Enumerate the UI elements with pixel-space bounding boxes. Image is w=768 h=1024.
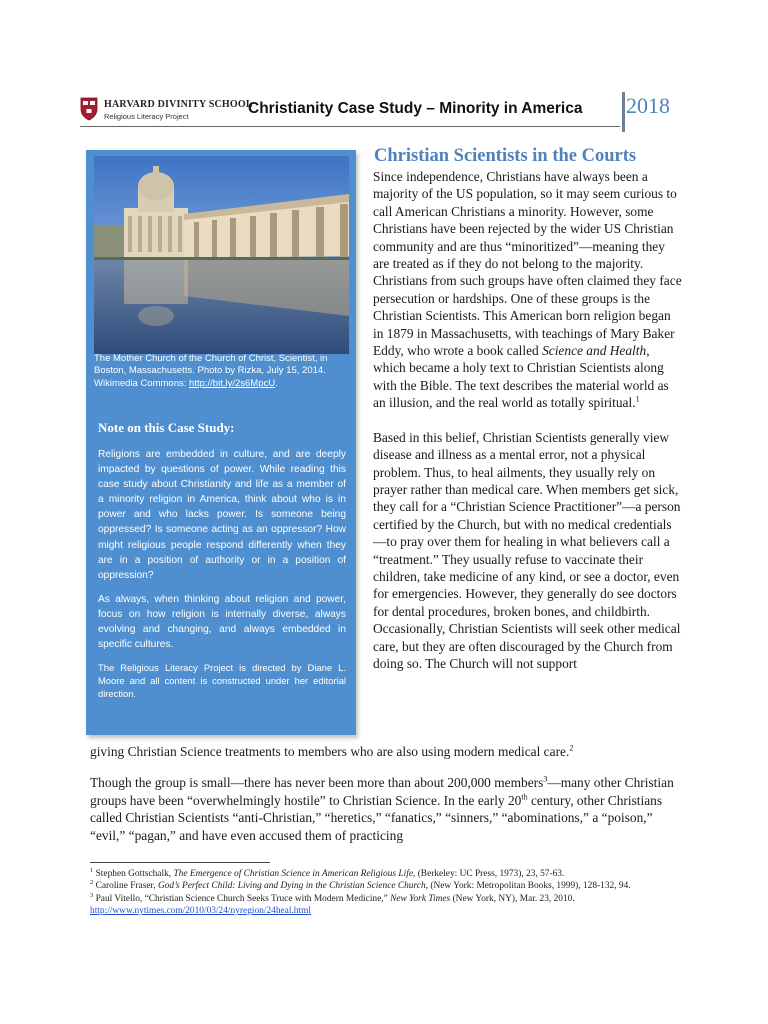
document-year: 2018 (626, 93, 670, 118)
footnote-ref-1: 1 (635, 394, 640, 404)
fn1-title: The Emergence of Christian Science in American Religious Life (173, 869, 413, 879)
p3-text-c: century, other Christians called Christian Scientists “anti-Christian,” “heretics,” “fanatics,” “sinners,” “abominations,” a “poison,” “evil,” “pagan,” and have even accused them of practicing (90, 792, 663, 843)
fn1-number: 1 (90, 866, 94, 874)
fn2-title: God’s Perfect Child: Living and Dying in the Christian Science Church (157, 881, 426, 892)
footnote-2 (90, 880, 690, 892)
fn3-details: (New York, NY), Mar. 23, 2010. (450, 893, 575, 904)
p3-ordinal: th (521, 792, 528, 802)
p3-text-a: Though the group is small—there has never been more than about 200,000 members (90, 775, 544, 791)
document-title: Christianity Case Study – Minority in America (248, 100, 583, 117)
p1-text-a: Since independence, Christians have always been a majority of the US population, so it may seem curious to call American Christians a minority. However, some Christians have been rejected by the wider US Christian community and are thus “minoritized”—meaning they are treated as if they do not belong to the majority. Christians from such groups have often claimed they face persecution or hardships. One of these groups is the Christian Scientists. This American born religion began in 1879 in Massachusetts, with teachings of Mary Baker Eddy, who wrote a book called (373, 169, 682, 359)
footnote-1 (90, 868, 690, 880)
fn1-details: , (Berkeley: UC Press, 1973), 23, 57-63. (413, 869, 565, 879)
school-name: HARVARD DIVINITY SCHOOL (104, 99, 253, 110)
article-column (373, 168, 683, 689)
note-paragraph: As always, when thinking about religion and power, focus on how religion is internally diverse, always evolving and changing, and always embedded in specific cultures. (98, 593, 346, 651)
article-wide (90, 743, 680, 858)
caption-link[interactable]: http://bit.ly/2s6MpcU (189, 377, 276, 389)
p3-text-b: —many other Christian groups have been “overwhelmingly hostile” to Christian Science. In the early 20 (90, 775, 674, 808)
fn2-author: Caroline Fraser, (93, 881, 158, 892)
church-illustration (94, 156, 349, 354)
footnote-3 (90, 893, 690, 918)
fn2-details: , (New York: Metropolitan Books, 1999), 128-132, 94. (425, 881, 631, 892)
fn3-author: Paul Vitello, “Christian Science Church Seeks Truce with Modern Medicine,” (93, 893, 391, 904)
sidebar-box (86, 150, 356, 735)
harvard-shield-icon (80, 97, 98, 121)
note-title: Note on this Case Study: (98, 420, 235, 435)
year-divider (622, 92, 625, 132)
fn3-link[interactable]: http://www.nytimes.com/2010/03/24/nyregion/24heal.html (90, 906, 311, 917)
header-rule (80, 126, 620, 127)
article-paragraph-2-end (90, 743, 680, 760)
p1-book-title: Science and Health (542, 343, 647, 359)
note-credit: The Religious Literacy Project is directed by Diane L. Moore and all content is constructed under her editorial direction. (98, 662, 346, 700)
photo-caption (94, 353, 349, 390)
caption-end: . (275, 377, 278, 389)
p2-end-text: giving Christian Science treatments to members who are also using modern medical care. (90, 744, 570, 759)
mother-church-photo (94, 156, 349, 354)
footnote-ref-2: 2 (569, 743, 574, 753)
caption-text: The Mother Church of the Church of Christ, Scientist, in Boston, Massachusetts. Photo by Rizka, July 15, 2014. Wikimedia Commons: (94, 353, 328, 389)
note-body (98, 447, 346, 709)
fn2-number: 2 (90, 879, 94, 887)
note-paragraph: Religions are embedded in culture, and are deeply impacted by questions of power. While reading this case study about Christianity and life as a member of a minority religion in America, think about who is in power and who lacks power. Is someone being oppressed? Is someone acting as an oppressor? How might religious people respond differently when they are in a position of authority or in a position of oppression? (98, 449, 346, 581)
article-paragraph-2: Based in this belief, Christian Scientists generally view disease and illness as a mental error, not a physical problem. Thus, to heal ailments, they usually rely on prayer rather than medical care. When members get sick, they call for a “Christian Science Practitioner”—a person certified by the Church, but with no medical credentials—to pray over them for healing in what believers call a “treatment.” They usually refuse to vaccinate their children, take medicine of any kind, or see a doctor, even for emergencies. However, they generally do see doctors for dental procedures, broken bones, and childbirth. Occasionally, Christian Scientists will seek other medical care, but they are often discouraged by the Church from doing so. The Church will not support (373, 429, 681, 671)
fn3-number: 3 (90, 891, 94, 899)
article-paragraph-3 (90, 774, 680, 844)
page-header (80, 92, 690, 128)
footnotes (90, 868, 690, 918)
project-name: Religious Literacy Project (104, 112, 189, 121)
fn1-author: Stephen Gottschalk, (93, 869, 174, 879)
p1-text-b: , which became a holy text to Christian Scientists along with the Bible. The text describes the material world as an illusion, and the real world as totally spiritual. (373, 343, 669, 411)
article-paragraph-1 (373, 168, 683, 412)
harvard-logo (80, 95, 253, 125)
footnote-rule (90, 862, 270, 863)
article-title: Christian Scientists in the Courts (374, 146, 637, 166)
fn3-title: New York Times (390, 893, 451, 904)
footnote-ref-3: 3 (543, 774, 548, 784)
